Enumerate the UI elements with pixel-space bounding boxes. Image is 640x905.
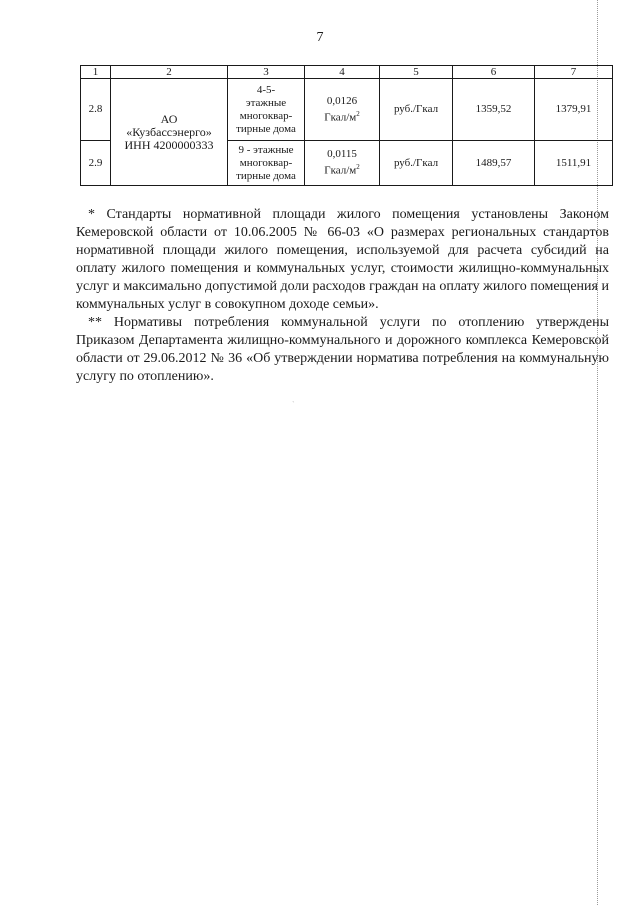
row-number: 2.8	[81, 79, 111, 141]
unit-cell: руб./Гкал	[380, 141, 453, 186]
footnote-housing-standards: * Стандарты нормативной площади жилого помещения установлены Законом Кемеровской области от 10.06.2005 № 66-03 «О размерах региональных стандартов нормативной площади жилого помещения, используемой для расчета субсидий на оплату жилого помещения и коммунальных услуг, стоимости жилищно-коммунальных услуг и максимально допустимой доли расходов граждан на оплату жилого помещения и коммунальных услуг в совокупном доходе семьи».	[76, 207, 609, 312]
tariff-table	[80, 65, 613, 186]
building-type-line: тирные дома	[236, 169, 296, 182]
building-type-line: 9 - этажные	[238, 143, 294, 156]
building-type-line: тирные дома	[236, 122, 296, 135]
norm-unit: Гкал/м	[324, 164, 357, 177]
norm-cell	[305, 79, 380, 141]
table-row	[81, 79, 613, 141]
table-header-row	[81, 66, 613, 79]
organization-type: АО	[160, 111, 178, 126]
norm-cell	[305, 141, 380, 186]
price-cell: 1379,91	[535, 79, 613, 141]
building-type-cell	[228, 141, 305, 186]
footnote-heating-norms: ** Нормативы потребления коммунальной услуги по отоплению утверждены Приказом Департамента жилищно-коммунального и дорожного комплекса Кемеровской области от 29.06.2012 № 36 «Об утверждении норматива потребления на коммунальную услугу по отоплению».	[76, 315, 609, 384]
price-cell: 1359,52	[453, 79, 535, 141]
organization-name: «Кузбассэнерго»	[126, 124, 212, 139]
row-number: 2.9	[81, 141, 111, 186]
column-header: 3	[228, 66, 305, 79]
column-header: 2	[111, 66, 228, 79]
norm-unit: Гкал/м	[324, 111, 357, 124]
building-type-line: 4-5-	[256, 83, 276, 96]
norm-unit-exponent: 2	[356, 163, 360, 172]
organization-cell	[111, 79, 228, 186]
organization-inn: ИНН 4200000333	[124, 137, 214, 152]
building-type-line: многоквар-	[239, 156, 293, 169]
norm-value: 0,0126	[326, 94, 358, 107]
building-type-cell	[228, 79, 305, 141]
column-header: 4	[305, 66, 380, 79]
building-type-line: этажные	[245, 96, 287, 109]
column-header: 6	[453, 66, 535, 79]
building-type-line: многоквар-	[239, 109, 293, 122]
page-number: 7	[316, 30, 324, 45]
price-cell: 1511,91	[535, 141, 613, 186]
column-header: 1	[81, 66, 111, 79]
footnotes	[76, 206, 609, 386]
column-header: 7	[535, 66, 613, 79]
norm-unit-exponent: 2	[356, 109, 360, 118]
norm-value: 0,0115	[327, 148, 357, 161]
unit-cell: руб./Гкал	[380, 79, 453, 141]
stray-mark: `	[292, 400, 295, 409]
column-header: 5	[380, 66, 453, 79]
price-cell: 1489,57	[453, 141, 535, 186]
